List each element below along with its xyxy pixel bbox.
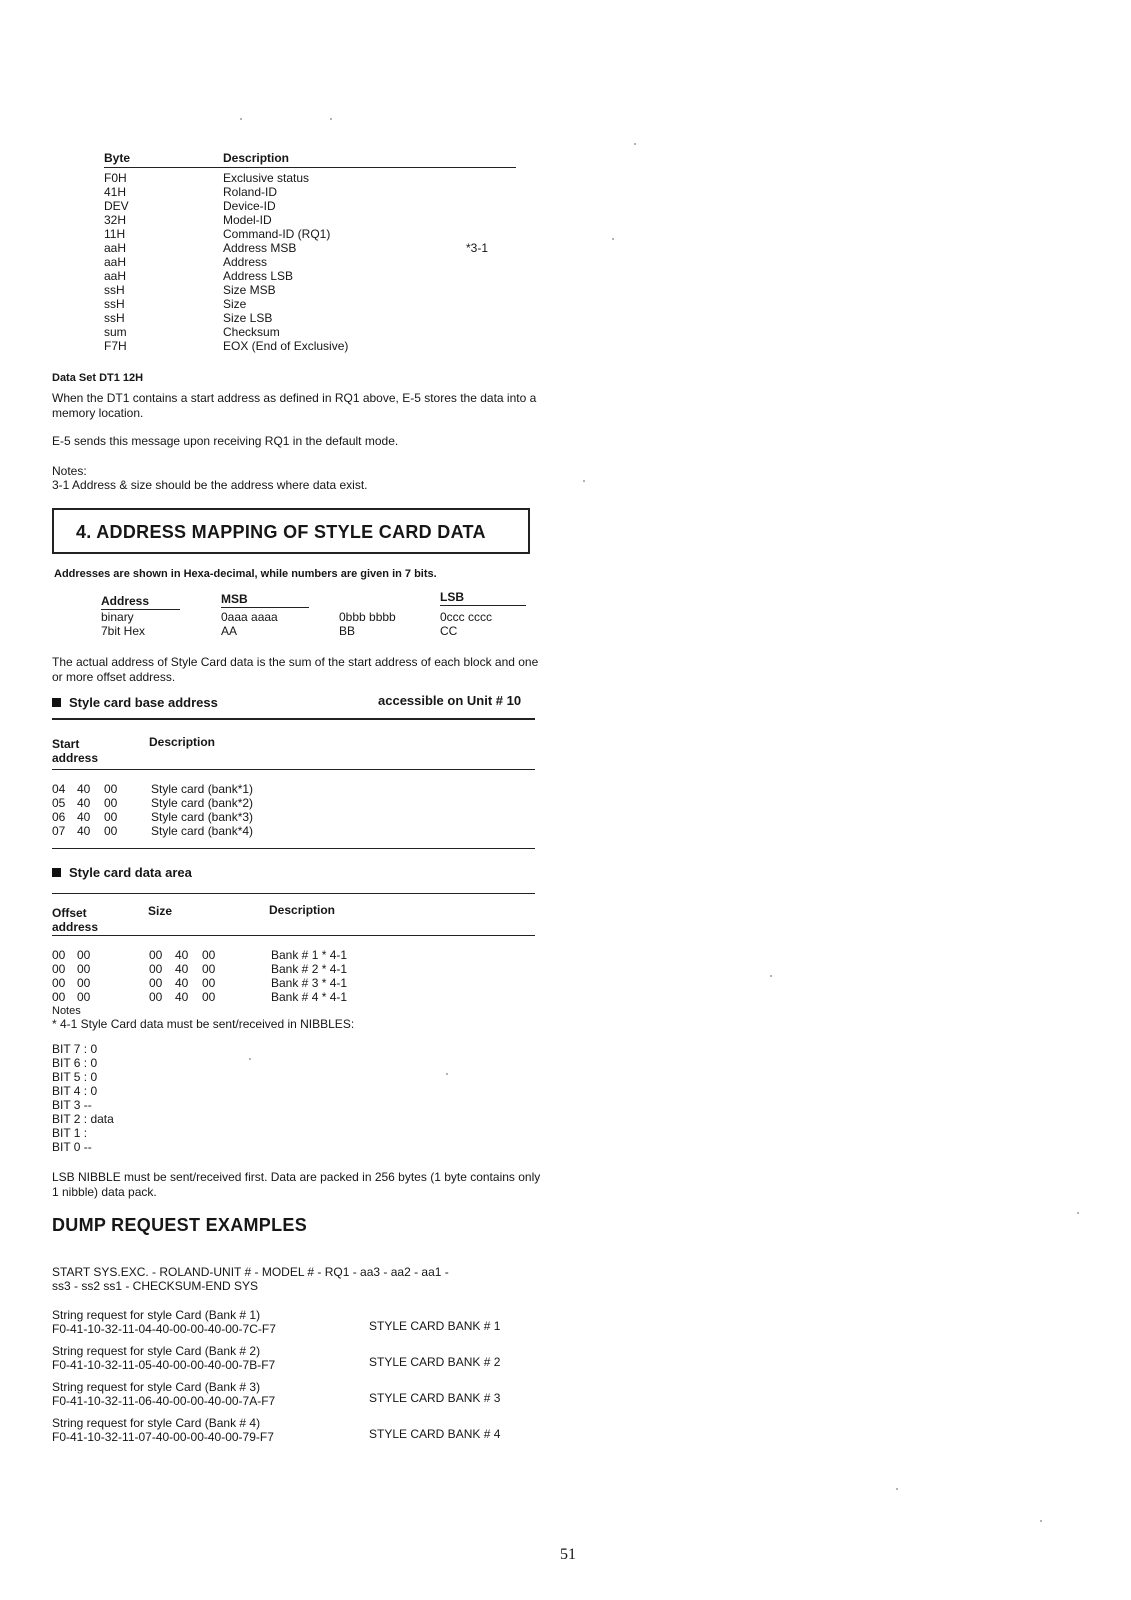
example-bank: STYLE CARD BANK # 4 bbox=[369, 1427, 501, 1441]
speck bbox=[249, 1058, 251, 1060]
bit-item: BIT 0 -- bbox=[52, 1140, 92, 1154]
base-address-access: accessible on Unit # 10 bbox=[378, 693, 522, 708]
dataset-para-2: E-5 sends this message upon receiving RQ1 in the default mode. bbox=[52, 434, 399, 448]
bit-item: BIT 2 : data bbox=[52, 1112, 114, 1126]
base-header-rule bbox=[52, 769, 535, 770]
data-area-header-rule bbox=[52, 935, 535, 936]
page-number: 51 bbox=[560, 1546, 576, 1563]
msb-underline bbox=[221, 607, 309, 608]
col-address-header: Address bbox=[101, 594, 150, 608]
example-code: F0-41-10-32-11-07-40-00-00-40-00-79-F7 bbox=[52, 1430, 274, 1444]
dump-format-line-1: START SYS.EXC. - ROLAND-UNIT # - MODEL # - RQ1 - aa3 - aa2 - aa1 - bbox=[52, 1265, 449, 1279]
speck bbox=[612, 238, 614, 240]
bit-item: BIT 5 : 0 bbox=[52, 1070, 98, 1084]
bit-item: BIT 4 : 0 bbox=[52, 1084, 98, 1098]
example-code: F0-41-10-32-11-05-40-00-00-40-00-7B-F7 bbox=[52, 1358, 276, 1372]
speck bbox=[634, 143, 636, 145]
bit-item: BIT 7 : 0 bbox=[52, 1042, 98, 1056]
section-4-title-box bbox=[52, 508, 530, 554]
example-label: String request for style Card (Bank # 4) bbox=[52, 1416, 261, 1430]
col-byte-header: Byte bbox=[104, 151, 131, 165]
data-area-notes-label: Notes bbox=[52, 1005, 81, 1017]
col-msb-header: MSB bbox=[221, 592, 248, 606]
example-label: String request for style Card (Bank # 1) bbox=[52, 1308, 261, 1322]
base-top-rule bbox=[52, 718, 535, 720]
bullet-square bbox=[52, 698, 61, 707]
speck bbox=[330, 118, 332, 120]
note-ref: *3-1 bbox=[466, 241, 489, 255]
bit-item: BIT 6 : 0 bbox=[52, 1056, 98, 1070]
sum-paragraph: The actual address of Style Card data is the sum of the start address of each block and one or more offset address. bbox=[52, 655, 539, 684]
example-label: String request for style Card (Bank # 3) bbox=[52, 1380, 261, 1394]
header-rule bbox=[104, 167, 516, 168]
example-bank: STYLE CARD BANK # 3 bbox=[369, 1391, 501, 1405]
bit-item: BIT 3 -- bbox=[52, 1098, 92, 1112]
example-code: F0-41-10-32-11-04-40-00-00-40-00-7C-F7 bbox=[52, 1322, 276, 1336]
section-4-title: 4. ADDRESS MAPPING OF STYLE CARD DATA bbox=[76, 522, 486, 542]
speck bbox=[1040, 1520, 1042, 1522]
dataset-heading: Data Set DT1 12H bbox=[52, 372, 144, 384]
bullet-square bbox=[52, 868, 61, 877]
section-4-intro: Addresses are shown in Hexa-decimal, while numbers are given in 7 bits. bbox=[54, 568, 437, 580]
col-description-header: Description bbox=[269, 903, 336, 917]
speck bbox=[770, 975, 772, 977]
col-description-header: Description bbox=[149, 735, 216, 749]
data-area-note: * 4-1 Style Card data must be sent/received in NIBBLES: bbox=[52, 1017, 355, 1031]
col-description-header: Description bbox=[223, 151, 290, 165]
col-offset-header: Offset bbox=[52, 906, 87, 920]
example-code: F0-41-10-32-11-06-40-00-00-40-00-7A-F7 bbox=[52, 1394, 276, 1408]
example-bank: STYLE CARD BANK # 2 bbox=[369, 1355, 501, 1369]
data-area-top-rule bbox=[52, 893, 535, 894]
table-row: aaH Address MSB *3-1 bbox=[104, 241, 489, 255]
col-offset-header-2: address bbox=[52, 920, 99, 934]
example-label: String request for style Card (Bank # 2) bbox=[52, 1344, 261, 1358]
col-size-header: Size bbox=[148, 904, 173, 918]
speck bbox=[896, 1488, 898, 1490]
lsb-underline bbox=[440, 605, 526, 606]
bit-item: BIT 1 : bbox=[52, 1126, 88, 1140]
example-bank: STYLE CARD BANK # 1 bbox=[369, 1319, 501, 1333]
lsb-paragraph: LSB NIBBLE must be sent/received first. Data are packed in 256 bytes (1 byte contains only 1 nibble) data pack. bbox=[52, 1170, 541, 1199]
speck bbox=[446, 1073, 448, 1075]
base-bottom-rule bbox=[52, 848, 535, 849]
speck bbox=[1077, 1212, 1079, 1214]
dataset-note: 3-1 Address & size should be the address where data exist. bbox=[52, 478, 368, 492]
speck bbox=[583, 480, 585, 482]
col-start-header-2: address bbox=[52, 751, 99, 765]
dump-format-line-2: ss3 - ss2 ss1 - CHECKSUM-END SYS bbox=[52, 1279, 259, 1293]
dump-title: DUMP REQUEST EXAMPLES bbox=[52, 1215, 308, 1235]
dataset-para-1: When the DT1 contains a start address as defined in RQ1 above, E-5 stores the data into a memory location. bbox=[52, 391, 537, 420]
data-area-heading: Style card data area bbox=[52, 866, 192, 880]
dataset-notes-label: Notes: bbox=[52, 464, 87, 478]
col-start-header: Start bbox=[52, 737, 80, 751]
base-address-heading: Style card base address bbox=[52, 696, 218, 710]
col-lsb-header: LSB bbox=[440, 590, 464, 604]
speck bbox=[240, 118, 242, 120]
